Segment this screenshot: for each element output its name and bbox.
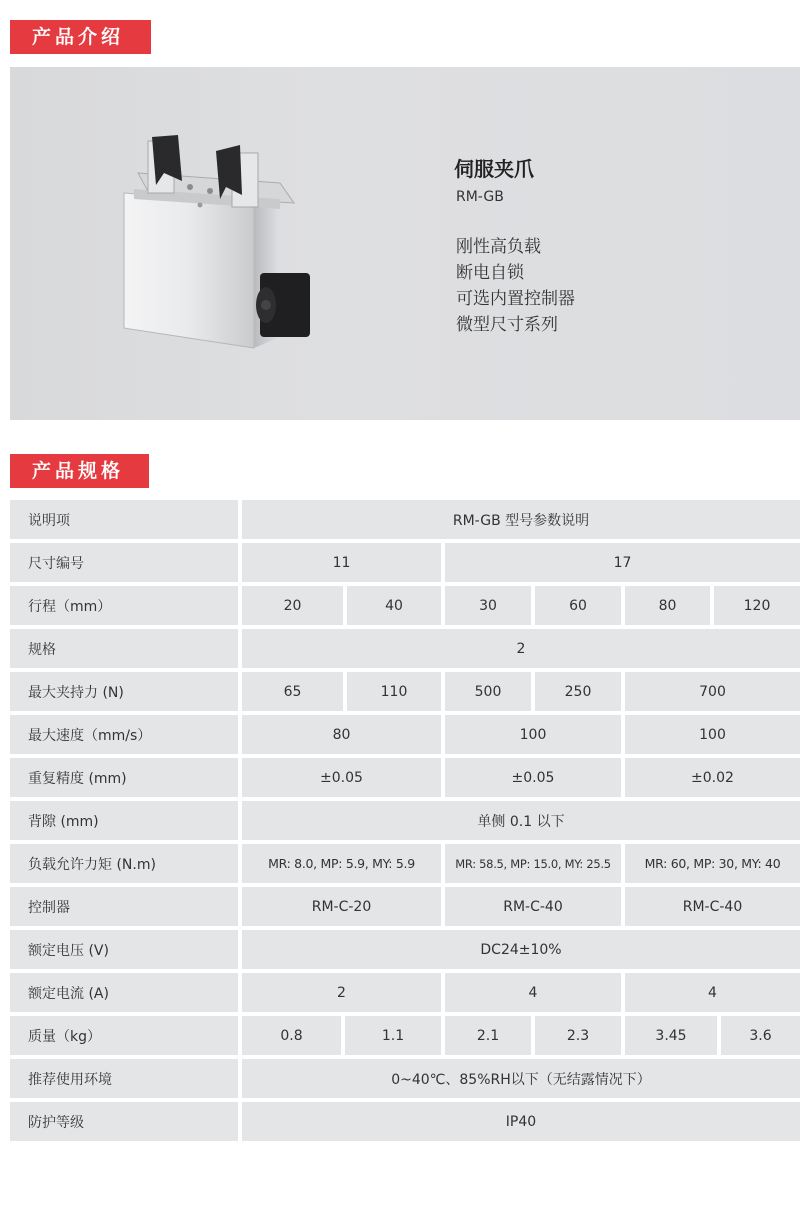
cell-value: 2.3: [535, 1016, 621, 1055]
section-title-intro: 产品介绍: [10, 20, 151, 54]
table-row: [10, 500, 800, 543]
table-row: [10, 629, 800, 672]
product-name: 伺服夹爪: [454, 157, 534, 181]
section-title-spec: 产品规格: [10, 454, 149, 488]
cell-value: 0.8: [242, 1016, 341, 1055]
cell-value: 80: [625, 586, 710, 625]
table-row: [10, 672, 800, 715]
cell-value: 2: [242, 629, 800, 668]
cell-value: 17: [445, 543, 800, 582]
table-row: [10, 1059, 800, 1102]
table-row: [10, 715, 800, 758]
cell-value: 110: [347, 672, 441, 711]
table-row: [10, 1102, 800, 1145]
cell-value: IP40: [242, 1102, 800, 1141]
row-label: 行程（mm）: [10, 586, 238, 625]
feature-item: 刚性高负载: [456, 237, 541, 257]
row-label: 额定电压 (V): [10, 930, 238, 969]
feature-item: 微型尺寸系列: [456, 315, 558, 335]
cell-value: 3.6: [721, 1016, 800, 1055]
table-row: [10, 973, 800, 1016]
product-intro-panel: [10, 67, 800, 420]
cell-value: 2.1: [445, 1016, 531, 1055]
row-label: 质量（kg）: [10, 1016, 238, 1055]
row-label: 规格: [10, 629, 238, 668]
cell-value: 65: [242, 672, 343, 711]
row-label: 防护等级: [10, 1102, 238, 1141]
cell-value: ±0.05: [242, 758, 441, 797]
row-label: 说明项: [10, 500, 238, 539]
cell-value: 4: [625, 973, 800, 1012]
row-label: 推荐使用环境: [10, 1059, 238, 1098]
row-label: 控制器: [10, 887, 238, 926]
feature-item: 断电自锁: [456, 263, 524, 283]
cell-value: 80: [242, 715, 441, 754]
cell-value: ±0.02: [625, 758, 800, 797]
cell-value: 20: [242, 586, 343, 625]
cell-value: 1.1: [345, 1016, 441, 1055]
table-row: [10, 930, 800, 973]
cell-value: 4: [445, 973, 621, 1012]
cell-value: 11: [242, 543, 441, 582]
cell-value: 0~40℃、85%RH以下（无结露情况下）: [242, 1059, 800, 1098]
cell-value: DC24±10%: [242, 930, 800, 969]
cell-value: 30: [445, 586, 531, 625]
cell-value: RM-C-20: [242, 887, 441, 926]
cell-value: 250: [535, 672, 621, 711]
table-row: [10, 586, 800, 629]
row-label: 尺寸编号: [10, 543, 238, 582]
cell-value: RM-C-40: [445, 887, 621, 926]
cell-value: 100: [445, 715, 621, 754]
table-row: [10, 801, 800, 844]
row-label: 最大速度（mm/s）: [10, 715, 238, 754]
cell-value: 500: [445, 672, 531, 711]
row-label: 最大夹持力 (N): [10, 672, 238, 711]
table-row: [10, 543, 800, 586]
cell-value: 700: [625, 672, 800, 711]
spec-table: [10, 500, 800, 1145]
cell-value: ±0.05: [445, 758, 621, 797]
cell-value: 100: [625, 715, 800, 754]
cell-value: MR: 60, MP: 30, MY: 40: [625, 844, 800, 883]
cell-value: RM-C-40: [625, 887, 800, 926]
row-label: 额定电流 (A): [10, 973, 238, 1012]
cell-value: 单侧 0.1 以下: [242, 801, 800, 840]
cell-value: 3.45: [625, 1016, 717, 1055]
cell-value: 40: [347, 586, 441, 625]
feature-item: 可选内置控制器: [456, 289, 575, 309]
table-row: [10, 1016, 800, 1059]
cell-value: 120: [714, 586, 800, 625]
row-label: 负载允许力矩 (N.m): [10, 844, 238, 883]
table-row: [10, 758, 800, 801]
cell-value: RM-GB 型号参数说明: [242, 500, 800, 539]
table-row: [10, 887, 800, 930]
table-row: [10, 844, 800, 887]
row-label: 重复精度 (mm): [10, 758, 238, 797]
row-label: 背隙 (mm): [10, 801, 238, 840]
cell-value: 2: [242, 973, 441, 1012]
feature-list: [456, 234, 575, 338]
cell-value: MR: 58.5, MP: 15.0, MY: 25.5: [445, 844, 621, 883]
servo-gripper-image: [120, 133, 330, 353]
cell-value: MR: 8.0, MP: 5.9, MY: 5.9: [242, 844, 441, 883]
cell-value: 60: [535, 586, 621, 625]
product-model: RM-GB: [456, 189, 504, 205]
